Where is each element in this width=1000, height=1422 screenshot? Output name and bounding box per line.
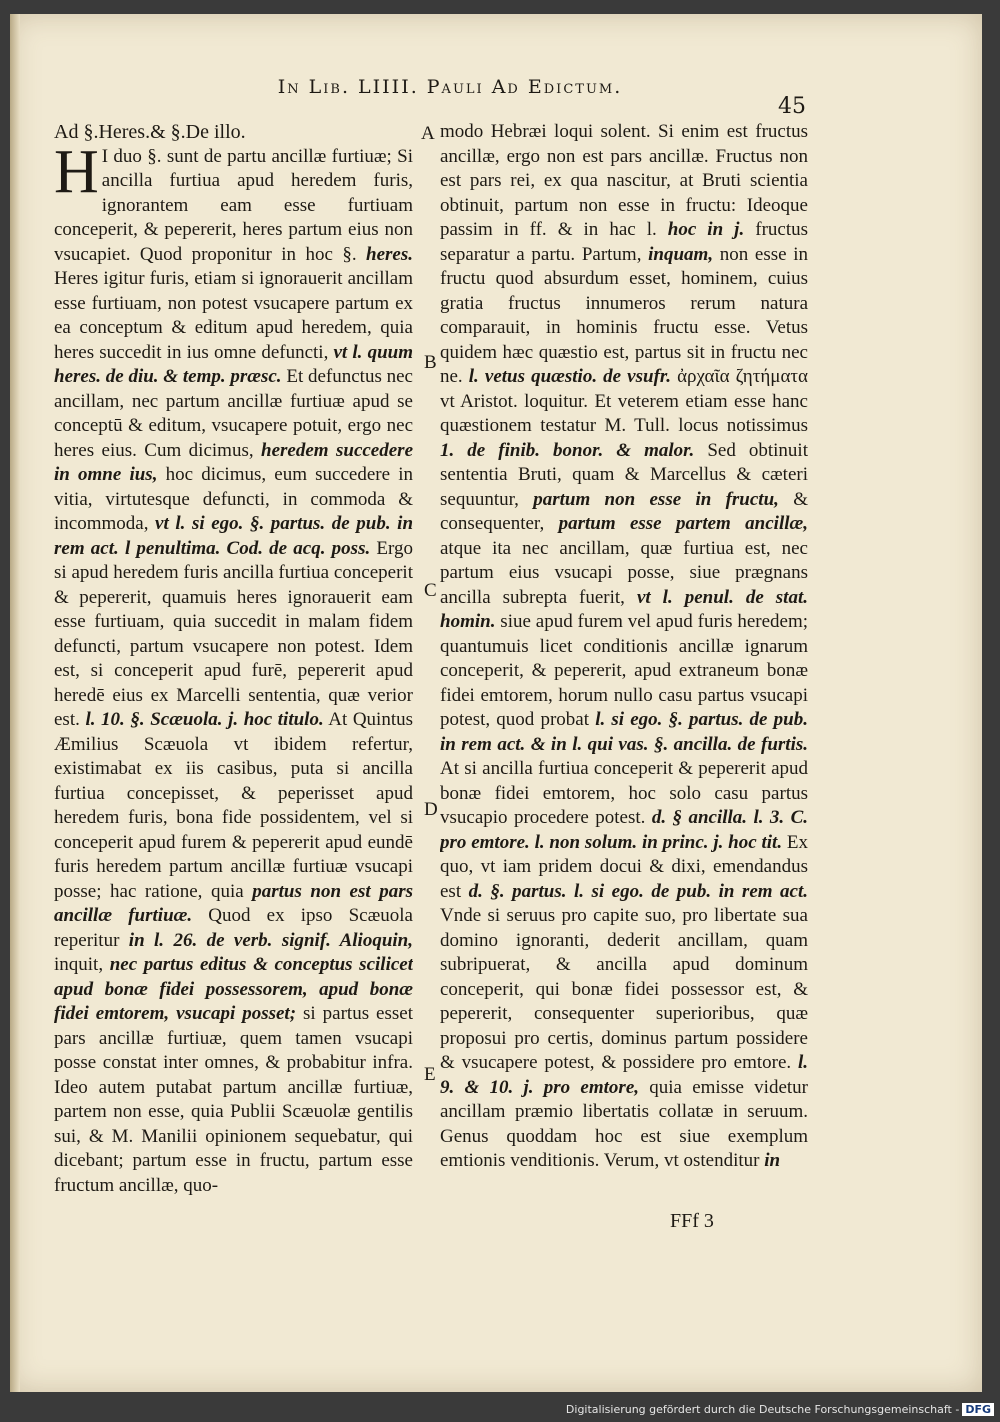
body-text: quia emisse videtur ancillam præmio libertatis collatæ in seruum. Genus quoddam hoc est siue exemplum emtionis venditionis. Verum, vt ostenditur	[440, 1076, 808, 1171]
body-text: inquit,	[54, 954, 110, 975]
citation-text: in	[764, 1150, 781, 1171]
running-head: In Lib. LIIII. Pauli Ad Edictum.	[277, 76, 623, 98]
body-text: modo Hebræi loqui solent. Si enim est fructus ancillæ, ergo non est pars ancillæ. Fructus non est pars rei, ex qua nascitur, at Bruti scientia obtinuit, partum non esse in fructu: Ideoque passim in ff. & in hac l.	[440, 121, 808, 240]
body-text: Quod ex ipso Scæuola reperitur	[54, 905, 413, 951]
margin-letter-b: B	[424, 352, 437, 373]
citation-text: heredem succedere in omne ius,	[54, 439, 413, 485]
citation-text: partum non esse in fructu,	[533, 488, 779, 510]
body-text: non esse in fructu quod absurdum esset, hominem, cuius gratia fructus innumeros rerum natura comparauit, in hominis fructu esse. Vetus quidem hæc quæstio est, partus sit in fructu nec ne.	[440, 243, 808, 387]
body-text: siue apud furem vel apud furis heredem; quantumuis licet conditionis ancillæ ignarum conceperit, & pepererit, apud extraneum bonæ fidei emtorem, horum nullo casu partus vsucapi potest, quod probat	[440, 611, 808, 730]
left-column	[54, 120, 413, 1210]
citation-text: hoc in j.	[667, 219, 745, 240]
body-text: Ergo si apud heredem furis ancilla furtiua conceperit & pepererit, quamuis heres ignorauerit eam esse furtiuam, quia succedit in malam fidem defuncti, partum vsucapere non potest. Idem est, si conceperit apud furē, pepererit apud heredē eius ex Marcelli sententia, quæ verior est.	[54, 537, 413, 730]
body-text: I duo §. sunt de partu ancillæ furtiuæ; Si ancilla furtiua apud heredem furis, ignorantem eam esse furtiuam conceperit, & pepererit, heres partum eius non vsucapiet. Quod proponitur in hoc §.	[54, 145, 413, 265]
body-text: At Quintus Æmilius Scæuola vt ibidem refertur, existimabat ex iis casibus, puta si ancilla furtiua concepisset, & peperisset apud heredem furis, bona fide possidentem, vel si conceperit apud furem & pepererit apud eundē furis heredem partum ancillæ furtiuæ vsucapi posse; hac ratione, quia	[54, 709, 413, 902]
citation-text: 1. de finib. bonor. & malor.	[440, 439, 695, 461]
footer-credit: Digitalisierung gefördert durch die Deutsche Forschungsgemeinschaft -	[565, 1403, 960, 1416]
margin-letter-d: D	[424, 799, 438, 820]
right-column-paragraph	[440, 120, 808, 1174]
citation-text: in l. 26. de verb. signif. Alioquin,	[128, 929, 413, 951]
right-column-text	[440, 121, 808, 1171]
page-number: 45	[778, 94, 806, 119]
citation-text: d. §. partus. l. si ego. de pub. in rem act.	[468, 880, 808, 902]
section-heading: Ad §.Heres.& §.De illo.	[54, 121, 246, 143]
signature-mark: FFf 3	[670, 1210, 714, 1232]
body-text: Et defunctus nec ancillam, nec partum ancillæ furtiuæ apud se conceptū & editum, vsucapere potuit, ergo nec heres eius. Cum dicimus,	[54, 366, 413, 461]
margin-letter-a: A	[421, 123, 435, 144]
body-text: atque ita nec ancillam, quæ furtiua est, nec partum eius vsucapi posse, siue prægnans ancilla subrepta fuerit,	[440, 537, 808, 608]
body-text: At si ancilla furtiua conceperit & pepererit apud bonæ fidei emtorem, hoc solo casu partus vsucapio procedere potest.	[440, 758, 808, 828]
citation-text: heres.	[366, 243, 413, 265]
citation-text: l. 10. §. Scæuola. j. hoc titulo.	[85, 709, 324, 730]
right-column	[440, 120, 808, 1210]
citation-text: inquam,	[648, 243, 714, 265]
body-text: Sed obtinuit sententia Bruti, quam & Marcellus & cæteri sequuntur,	[440, 439, 808, 510]
citation-text: d. § ancilla. l. 3. C. pro emtore. l. non solum. in princ. j. hoc tit.	[440, 807, 808, 853]
citation-text: vt l. quum heres. de diu. & temp. præsc.	[54, 341, 413, 387]
body-text: hoc dicimus, eum succedere in vitia, virtutesque defuncti, in commoda & incommoda,	[54, 464, 413, 534]
citation-text: partus non est pars ancillæ furtiuæ.	[54, 880, 413, 926]
body-text: Ex quo, vt iam pridem docui & dixi, emendandus est	[440, 831, 808, 902]
body-text: Vnde si seruus pro capite suo, pro libertate sua domino ignoranti, dederit ancillam, quam subripuerat, & ancilla apud dominum conceperit, qui bonæ fidei possessor est, & pepererit, consequenter superioribus, quæ proposui pro certis, dominus partum possidere & vsucapere potest, & possidere pro emtore.	[440, 905, 808, 1073]
citation-text: l. si ego. §. partus. de pub. in rem act. & in l. qui vas. §. ancilla. de furtis.	[440, 709, 808, 755]
citation-text: l. 9. & 10. j. pro emtore,	[440, 1052, 808, 1098]
body-text: Heres igitur furis, etiam si ignorauerit ancillam esse furtiuam, non potest vsucapere partum ex ea conceptum & editum apud heredem, quia heres succedit in ius omne defuncti,	[54, 268, 413, 363]
citation-text: partum esse partem ancillæ,	[558, 513, 808, 534]
citation-text: nec partus editus & conceptus scilicet apud bonæ fidei possessorem, apud bonæ fidei emtorem, vsucapi posset;	[54, 954, 413, 1024]
body-text: ἀρχαῖα ζητήματα vt Aristot. loquitur. Et veterem etiam esse hanc quæstionem testatur M. Tull. locus notissimus	[440, 366, 808, 436]
citation-text: vt l. penul. de stat. homin.	[440, 586, 808, 632]
citation-text: vt l. si ego. §. partus. de pub. in rem act. l penultima. Cod. de acq. poss.	[54, 513, 413, 559]
left-column-paragraph	[54, 137, 413, 1199]
book-page	[10, 14, 982, 1392]
body-text: si partus esset pars ancillæ furtiuæ, quem tamen vsucapi posse constat inter omnes, & probabitur infra. Ideo autem putabat partum ancillæ furtiuæ, partem non esse, quia Publii Scæuolæ gentilis sui, & M. Manilii opinionem sequebatur, qui dicebant; partum esse in fructu, partum esse fructum ancillæ, quo-	[54, 1003, 413, 1196]
margin-letter-e: E	[424, 1064, 436, 1085]
left-column-text	[54, 137, 413, 1196]
body-text: & consequenter,	[440, 488, 808, 534]
drop-cap: H	[54, 137, 99, 206]
digitization-footer	[566, 1403, 994, 1416]
body-text: fructus separatur a partu. Partum,	[440, 219, 808, 265]
citation-text: l. vetus quæstio. de vsufr.	[468, 366, 671, 387]
margin-letter-c: C	[424, 580, 437, 601]
dfg-logo: DFG	[962, 1403, 994, 1416]
